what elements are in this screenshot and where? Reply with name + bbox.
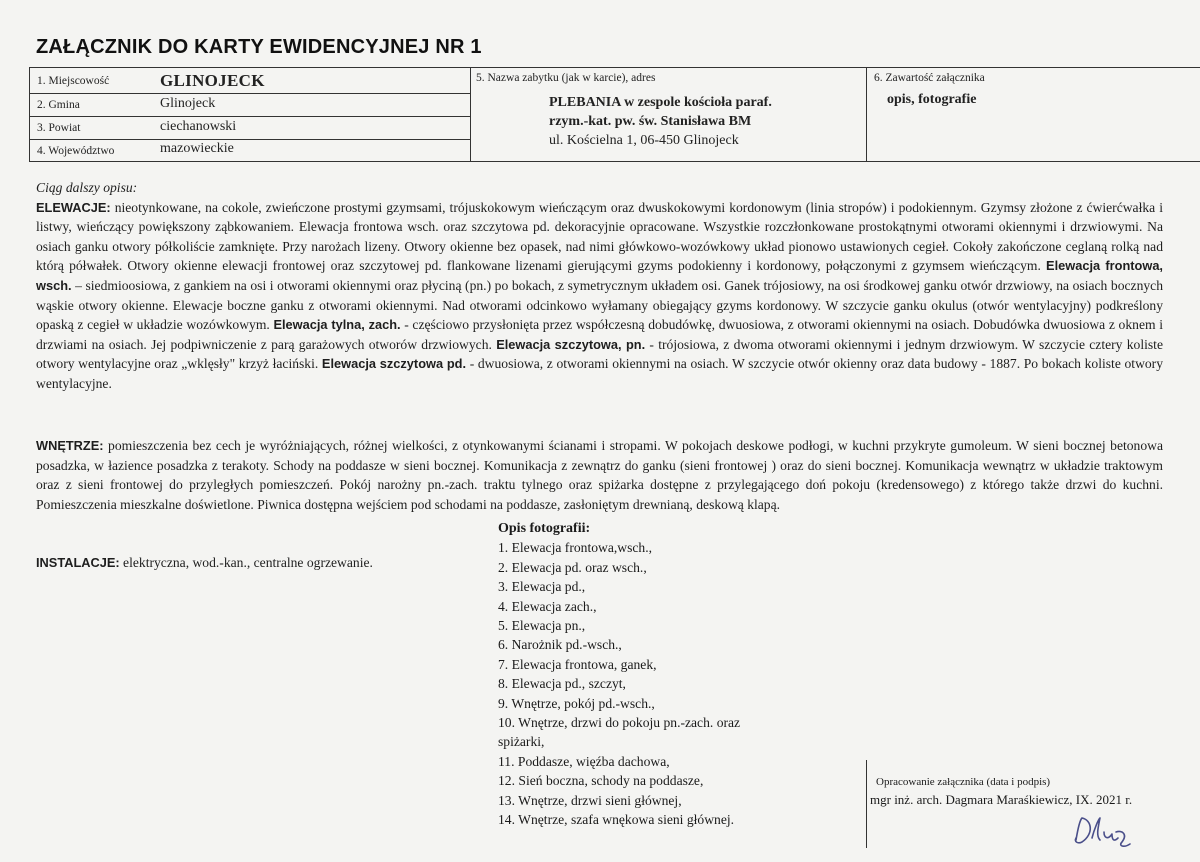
signature-label: Opracowanie załącznika (data i podpis) (876, 776, 1051, 788)
photo-list-item: 11. Poddasze, więźba dachowa, (498, 753, 670, 769)
field-value-commune: Glinojeck (160, 96, 216, 111)
photo-list-item: 8. Elewacja pd., szczyt, (498, 676, 626, 692)
paragraph-text: nieotynkowane, na cokole, zwieńczone prostymi gzymsami, trójuskokowym wieńczącym oraz dwuskokowymi kordonowym (linia stropów) i podokiennym. Gzymsy złożone z ćwierćwałka i listwy, wieńczący powiększony ząbkowaniem. Elewacja frontowa wsch. oraz szczytowa pd. dekoracyjnie opracowane. Wszystkie rozczłonkowane prostokątnymi otworami okiennymi i drzwiowymi. Na osiach ganku otwory półkoliście zamknięte. Przy narożach lizeny. Otwory okienne bez opasek, nad nimi główkowo-wozówkowy układ pionowo ustawionych cegieł. Cokoły zakończone ceglaną rolką nad którą półwałek. Otwory okienne elewacji frontowej oraz szczytowej pd. flankowane lizenami gierującymi gzyms podokienny i kordonowy, połączonymi z gzymsem wieńczącym. (36, 199, 1163, 274)
section-heading: Elewacja szczytowa pd. (321, 356, 467, 372)
section-heading: WNĘTRZE: (36, 438, 104, 453)
section-heading: INSTALACJE: (36, 555, 120, 570)
photo-list-item: 1. Elewacja frontowa,wsch., (498, 540, 653, 556)
signature-author: mgr inż. arch. Dagmara Maraśkiewicz, IX. 2021 r. (870, 792, 1133, 807)
photo-list-item: 14. Wnętrze, szafa wnękowa sieni głównej. (498, 812, 735, 828)
paragraph-text: – siedmioosiowa, z gankiem na osi i otworami okiennymi oraz płyciną (pn.) po bokach, z symetrycznym układem osi. Ganek trójosiowy, na osi środkowej ganku otwór drzwiowy, na osiach bocznych wąskie otwory okienne. Elewacje boczne ganku z otworami okiennymi. Nad otworami odcinkowo wyłamany obiegający gzyms kordonowy. W szczycie ganku okulus (otwór wentylacyjny) podkreślony opaską z cegieł w układzie wozówkowym. (36, 277, 1163, 333)
photo-list-item: 12. Sień boczna, schody na poddasze, (498, 773, 704, 789)
divider (29, 139, 470, 140)
photo-list-item: 5. Elewacja pn., (498, 618, 586, 634)
photo-list-item: spiżarki, (498, 734, 545, 750)
instalacje-paragraph (36, 553, 456, 573)
photo-list-title: Opis fotografii: (498, 521, 591, 536)
photo-list-item: 3. Elewacja pd., (498, 579, 586, 595)
photo-list-item: 9. Wnętrze, pokój pd.-wsch., (498, 695, 655, 711)
field-value-district: ciechanowski (160, 119, 237, 134)
section-heading: ELEWACJE: (36, 199, 111, 215)
field-label-voivodeship: 4. Województwo (37, 145, 115, 157)
divider (866, 68, 867, 161)
photo-list-item: 2. Elewacja pd. oraz wsch., (498, 559, 647, 575)
signature-divider (866, 760, 867, 848)
section-heading: Elewacja szczytowa, pn. (496, 336, 646, 352)
divider (29, 68, 30, 161)
paragraph-text: - częściowo przysłonięta przez współczesną dobudówkę, dwuosiowa, z otworami okiennymi na osiach. Dobudówka dwuosiowa z oknem i drzwiami na osiach. Jej podpiwniczenie z parą garażowych otworów drzwiowych. (36, 317, 1163, 352)
signature-icon (1070, 812, 1140, 852)
field-value-contents: opis, fotografie (887, 92, 977, 107)
wnetrze-paragraph (36, 436, 1163, 514)
photo-items (498, 538, 740, 829)
monument-address: ul. Kościelna 1, 06-450 Glinojeck (549, 133, 739, 148)
paragraph-text: pomieszczenia bez cech je wyróżniających, różnej wielkości, z otynkowanymi ścianami i stropami. W pokojach deskowe podłogi, w kuchni przykryte gumoleum. W sieni bocznej betonowa posadzka, w łazience posadzka z terakoty. Schody na poddasze w sieni bocznej. Komunikacja z zewnątrz do ganku (sieni frontowej ) oraz do sieni bocznej. Komunikacja wewnątrz w układzie traktowym oraz z sieni frontowej do przyległych pomieszczeń. Pokój narożny pn.-zach. traktu tylnego oraz spiżarka dostępne z przylegającego doń pokoju (kredensowego) z którego także drzwi do kuchni. Pomieszczenia mieszkalne doświetlone. Piwnica dostępna wejściem pod schodami na poddasze, zasłoniętym drewnianą, deskową klapą. (36, 438, 1163, 512)
field-label-district: 3. Powiat (37, 122, 81, 134)
photo-list-item: 7. Elewacja frontowa, ganek, (498, 656, 657, 672)
monument-name-line2: rzym.-kat. pw. św. Stanisława BM (549, 114, 752, 129)
field-label-monument-name: 5. Nazwa zabytku (jak w karcie), adres (476, 72, 656, 84)
photo-list (498, 519, 740, 830)
divider (29, 116, 470, 117)
monument-name-line1: PLEBANIA w zespole kościoła paraf. (549, 95, 772, 110)
continuation-label: Ciąg dalszy opisu: (36, 180, 138, 195)
paragraph-text: - dwuosiowa, z otworami okiennymi na osiach. W szczycie otwór okienny oraz data budowy - 1887. Po bokach koliste otwory wentylacyjne. (36, 356, 1164, 391)
section-heading: Elewacja tylna, zach. (273, 317, 401, 333)
photo-list-item: 10. Wnętrze, drzwi do pokoju pn.-zach. oraz (498, 715, 741, 731)
photo-list-item: 6. Narożnik pd.-wsch., (498, 637, 622, 653)
paragraph-text: elektryczna, wod.-kan., centralne ogrzewanie. (119, 555, 373, 570)
header-table (29, 67, 1200, 162)
paragraph-text: - trójosiowa, z dwoma otworami okiennymi i jednym drzwiowym. W szczycie cztery koliste otwory wentylacyjne oraz „wklęsły" krzyż łaciński. (36, 336, 1163, 372)
elewacje-paragraph (36, 198, 1163, 394)
handwritten-signature (1070, 812, 1140, 857)
divider (29, 93, 470, 94)
document-title: ZAŁĄCZNIK DO KARTY EWIDENCYJNEJ NR 1 (36, 36, 482, 58)
photo-list-item: 13. Wnętrze, drzwi sieni głównej, (498, 792, 682, 808)
field-label-locality: 1. Miejscowość (37, 75, 110, 87)
field-value-locality: GLINOJECK (160, 71, 265, 90)
divider (470, 68, 471, 161)
field-value-voivodeship: mazowieckie (160, 141, 234, 156)
field-label-commune: 2. Gmina (37, 99, 80, 111)
section-heading: Elewacja frontowa, wsch. (36, 258, 1163, 293)
description-block (36, 178, 1163, 394)
photo-list-item: 4. Elewacja zach., (498, 598, 597, 614)
field-label-contents: 6. Zawartość załącznika (874, 72, 985, 84)
